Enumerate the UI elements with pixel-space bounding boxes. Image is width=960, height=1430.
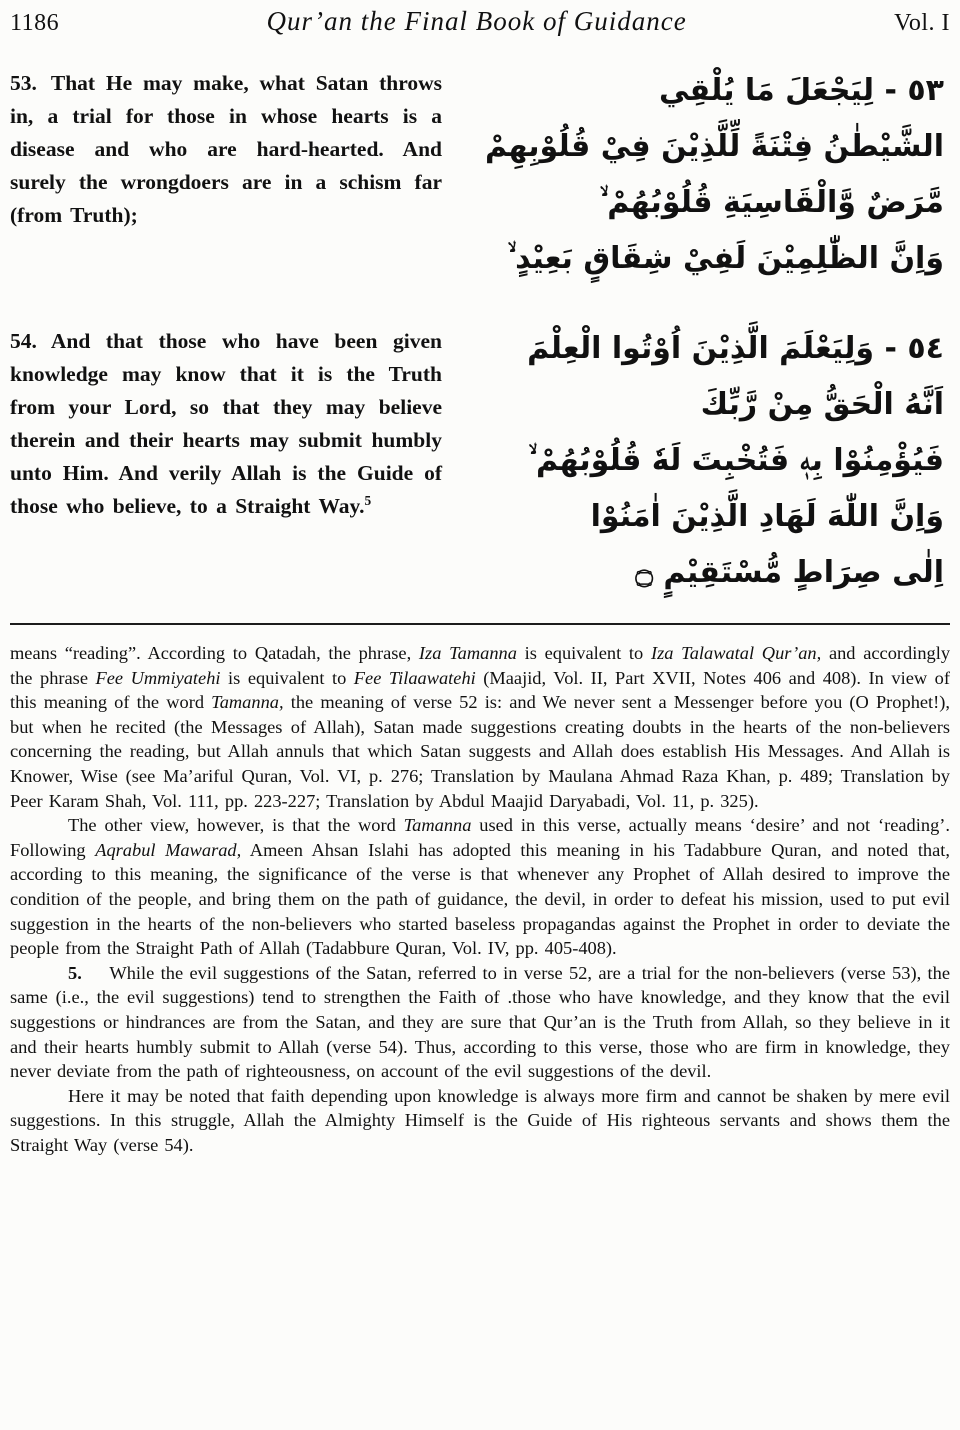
arabic-line: اِلٰى صِرَاطٍ مُّسْتَقِيْمٍ ۝ <box>635 555 944 590</box>
text-segment: Aqrabul Mawarad, <box>95 839 242 860</box>
verse-number: 53. <box>10 71 37 95</box>
footnote-paragraph <box>10 1084 950 1158</box>
text-segment: is equivalent to <box>220 667 354 688</box>
verse-english-54 <box>10 325 442 523</box>
verse-english-53 <box>10 67 442 232</box>
arabic-line: وَاِنَّ اللّٰهَ لَهَادِ الَّذِيْنَ اٰمَنُوْا <box>590 499 944 534</box>
text-segment: While the evil suggestions of the Satan, referred to in verse 52, are a trial for the non-believers (verse 53), the same (i.e., the evil suggestions) tend to strengthen the Faith of .those who have knowledge, and they know that the evil suggestions or hindrances are from the Satan, and they are sure that Qur’an is the Truth from Allah, so they believe in it and their hearts humbly submit to Allah (verse 54). Thus, according to this verse, those who are firm in knowledge, they never deviate from the path of righteousness, on account of the evil suggestions of the devil. <box>10 962 950 1082</box>
text-segment: means “reading”. According to Qatadah, the phrase, <box>10 643 419 663</box>
footnotes-section <box>10 641 950 1157</box>
text-segment: and accordingly the phrase <box>10 643 951 688</box>
verse-text: And that those who have been given knowledge may know that it is the Truth from your Lord, so that they may believe therein and their hearts may submit humbly unto Him. And verily Allah is the Guide of those who believe, to a Straight Way. <box>10 329 442 518</box>
verse-row-53 <box>10 67 950 287</box>
arabic-line: وَاِنَّ الظّٰلِمِيْنَ لَفِيْ شِقَاقٍ بَعِيْدٍ ۙ <box>507 241 944 276</box>
text-segment: Iza Tamanna <box>418 643 517 663</box>
arabic-line: الشَّيْطٰنُ فِتْنَةً لِّلَّذِيْنَ فِيْ قُلُوْبِهِمْ <box>484 129 944 164</box>
footnote-paragraph <box>10 961 950 1084</box>
footnote-separator <box>10 623 950 625</box>
footnote-paragraph <box>10 641 950 813</box>
text-segment: Iza Talawatal Qur’an, <box>650 643 822 663</box>
verse-row-54 <box>10 325 950 601</box>
text-segment: Tamanna, <box>211 692 284 713</box>
text-segment: Here it may be noted that faith depending upon knowledge is always more firm and cannot be shaken by mere evil suggestions. In this struggle, Allah the Almighty Himself is the Guide of His righteous servants and shows them the Straight Way (verse 54). <box>10 1085 950 1155</box>
page-header <box>10 6 950 37</box>
verse-arabic-53 <box>442 63 950 287</box>
text-segment: (Maajid, Vol. II, Part XVII, Notes 406 and 408). In view of this meaning of the word <box>10 667 950 713</box>
verse-arabic-54 <box>442 321 950 601</box>
verse-number: 54. <box>10 329 37 353</box>
text-segment: The other view, however, is that the word <box>68 815 404 836</box>
book-title: Qur’an the Final Book of Guidance <box>266 6 687 36</box>
text-segment: used in this verse, actually means ‘desire’ and not ‘reading’. Following <box>10 815 950 860</box>
arabic-line: اَنَّهُ الْحَقُّ مِنْ رَّبِّكَ <box>700 387 944 422</box>
text-segment: Ameen Ahsan Islahi has adopted this meaning in his Tadabbure Quran, and noted that, according to this meaning, the significance of the verse is that whenever any Prophet of Allah desired to improve the condition of the people, and bring them on the path of guidance, the devil, in order to defeat his mission, used to put evil suggestion in the hearts of the non-believers who started baseless propagandas against the Prophet in order to deviate the people from the Straight Path of Allah (Tadabbure Quran, Vol. IV, pp. 405-408). <box>10 839 950 959</box>
volume-label: Vol. I <box>894 10 950 36</box>
verse-text: That He may make, what Satan throws in, a trial for those in whose hearts is a disease and who are hard-hearted. And surely the wrongdoers are in a schism far (from Truth); <box>10 71 442 227</box>
footnote-paragraph <box>10 813 950 961</box>
arabic-line: مَّرَضٌ وَّالْقَاسِيَةِ قُلُوْبُهُمْ ۙ <box>599 185 944 220</box>
text-segment: Fee Tilaawatehi <box>353 667 476 688</box>
text-segment: 5. <box>68 962 82 983</box>
arabic-line: ٥٣ - لِيَجْعَلَ مَا يُلْقِي <box>659 73 944 108</box>
page-number: 1186 <box>10 10 60 36</box>
text-segment: Tamanna <box>403 815 472 836</box>
text-segment: is equivalent to <box>516 643 651 663</box>
text-segment: the meaning of verse 52 is: and We never sent a Messenger before you (O Prophet!), but when he recited (the Messages of Allah), Satan made suggestions creating doubts in the hearts of the non-believers concerning the reading, but Allah annuls that which Satan suggests and Allah does establish His Messages. And Allah is Knower, Wise (see Ma’ariful Quran, Vol. VI, p. 276; Translation by Maulana Ahmad Raza Khan, p. 489; Translation by Peer Karam Shah, Vol. 111, pp. 223-227; Translation by Abdul Maajid Daryabadi, Vol. 11, p. 325). <box>10 692 951 811</box>
arabic-line: فَيُؤْمِنُوْا بِهٖ فَتُخْبِتَ لَهٗ قُلُوْبُهُمْ ۙ <box>528 443 944 478</box>
text-segment: Fee Ummiyatehi <box>95 667 221 688</box>
arabic-line: ٥٤ - وَلِيَعْلَمَ الَّذِيْنَ اُوْتُوا الْعِلْمَ <box>527 331 944 366</box>
footnote-reference: 5 <box>364 492 372 508</box>
